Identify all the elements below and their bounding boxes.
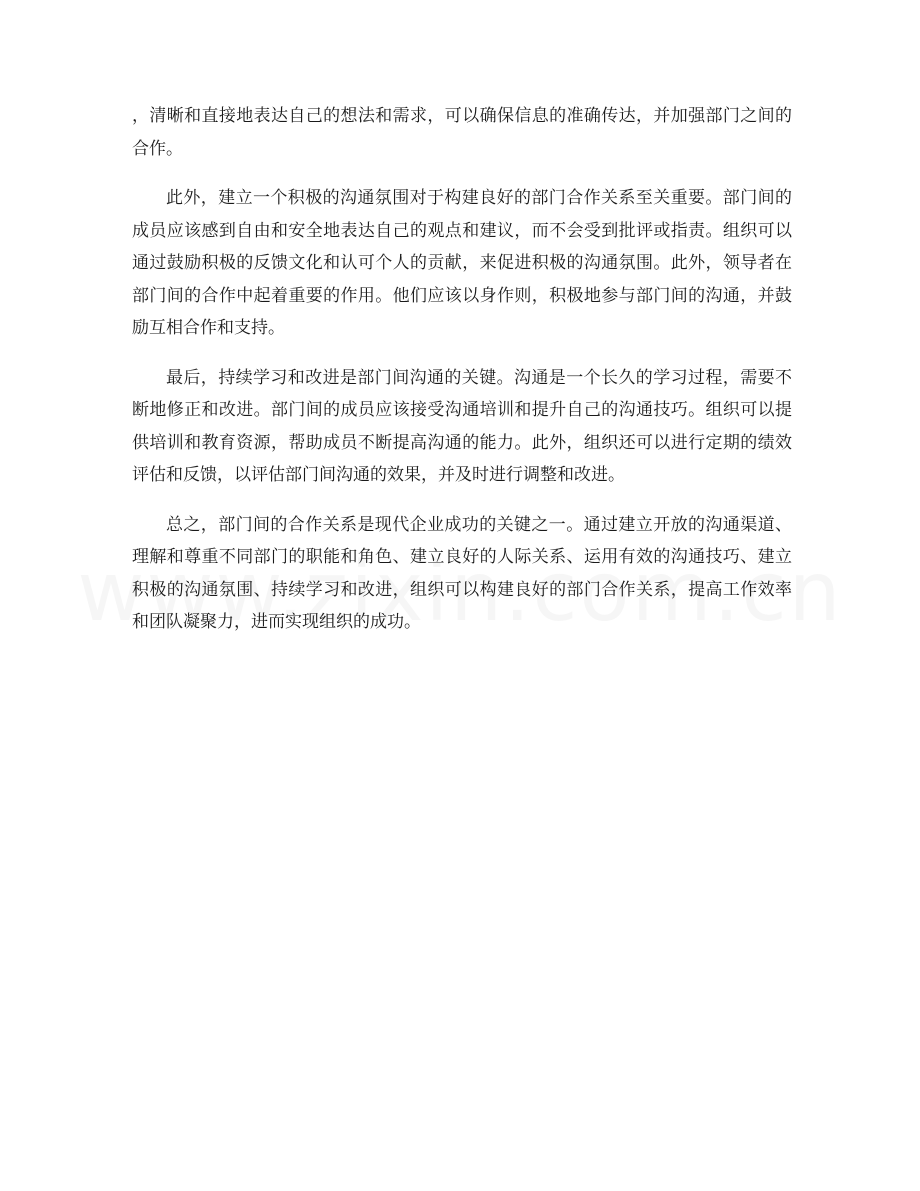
paragraph-3: 最后，持续学习和改进是部门间沟通的关键。沟通是一个长久的学习过程，需要不断地修正和改进。部门间的成员应该接受沟通培训和提升自己的沟通技巧。组织可以提供培训和教育资源，帮助成员不断提高沟通的能力。此外，组织还可以进行定期的绩效评估和反馈，以评估部门间沟通的效果，并及时进行调整和改进。	[132, 367, 792, 485]
document-body	[132, 100, 792, 656]
paragraph-4: 总之，部门间的合作关系是现代企业成功的关键之一。通过建立开放的沟通渠道、理解和尊重不同部门的职能和角色、建立良好的人际关系、运用有效的沟通技巧、建立积极的沟通氛围、持续学习和改进，组织可以构建良好的部门合作关系，提高工作效率和团队凝聚力，进而实现组织的成功。	[132, 514, 792, 632]
paragraph-2: 此外，建立一个积极的沟通氛围对于构建良好的部门合作关系至关重要。部门间的成员应该感到自由和安全地表达自己的观点和建议，而不会受到批评或指责。组织可以通过鼓励积极的反馈文化和认可个人的贡献，来促进积极的沟通氛围。此外，领导者在部门间的合作中起着重要的作用。他们应该以身作则，积极地参与部门间的沟通，并鼓励互相合作和支持。	[132, 188, 792, 338]
paragraph-1: ，清晰和直接地表达自己的想法和需求，可以确保信息的准确传达，并加强部门之间的合作。	[132, 106, 792, 159]
